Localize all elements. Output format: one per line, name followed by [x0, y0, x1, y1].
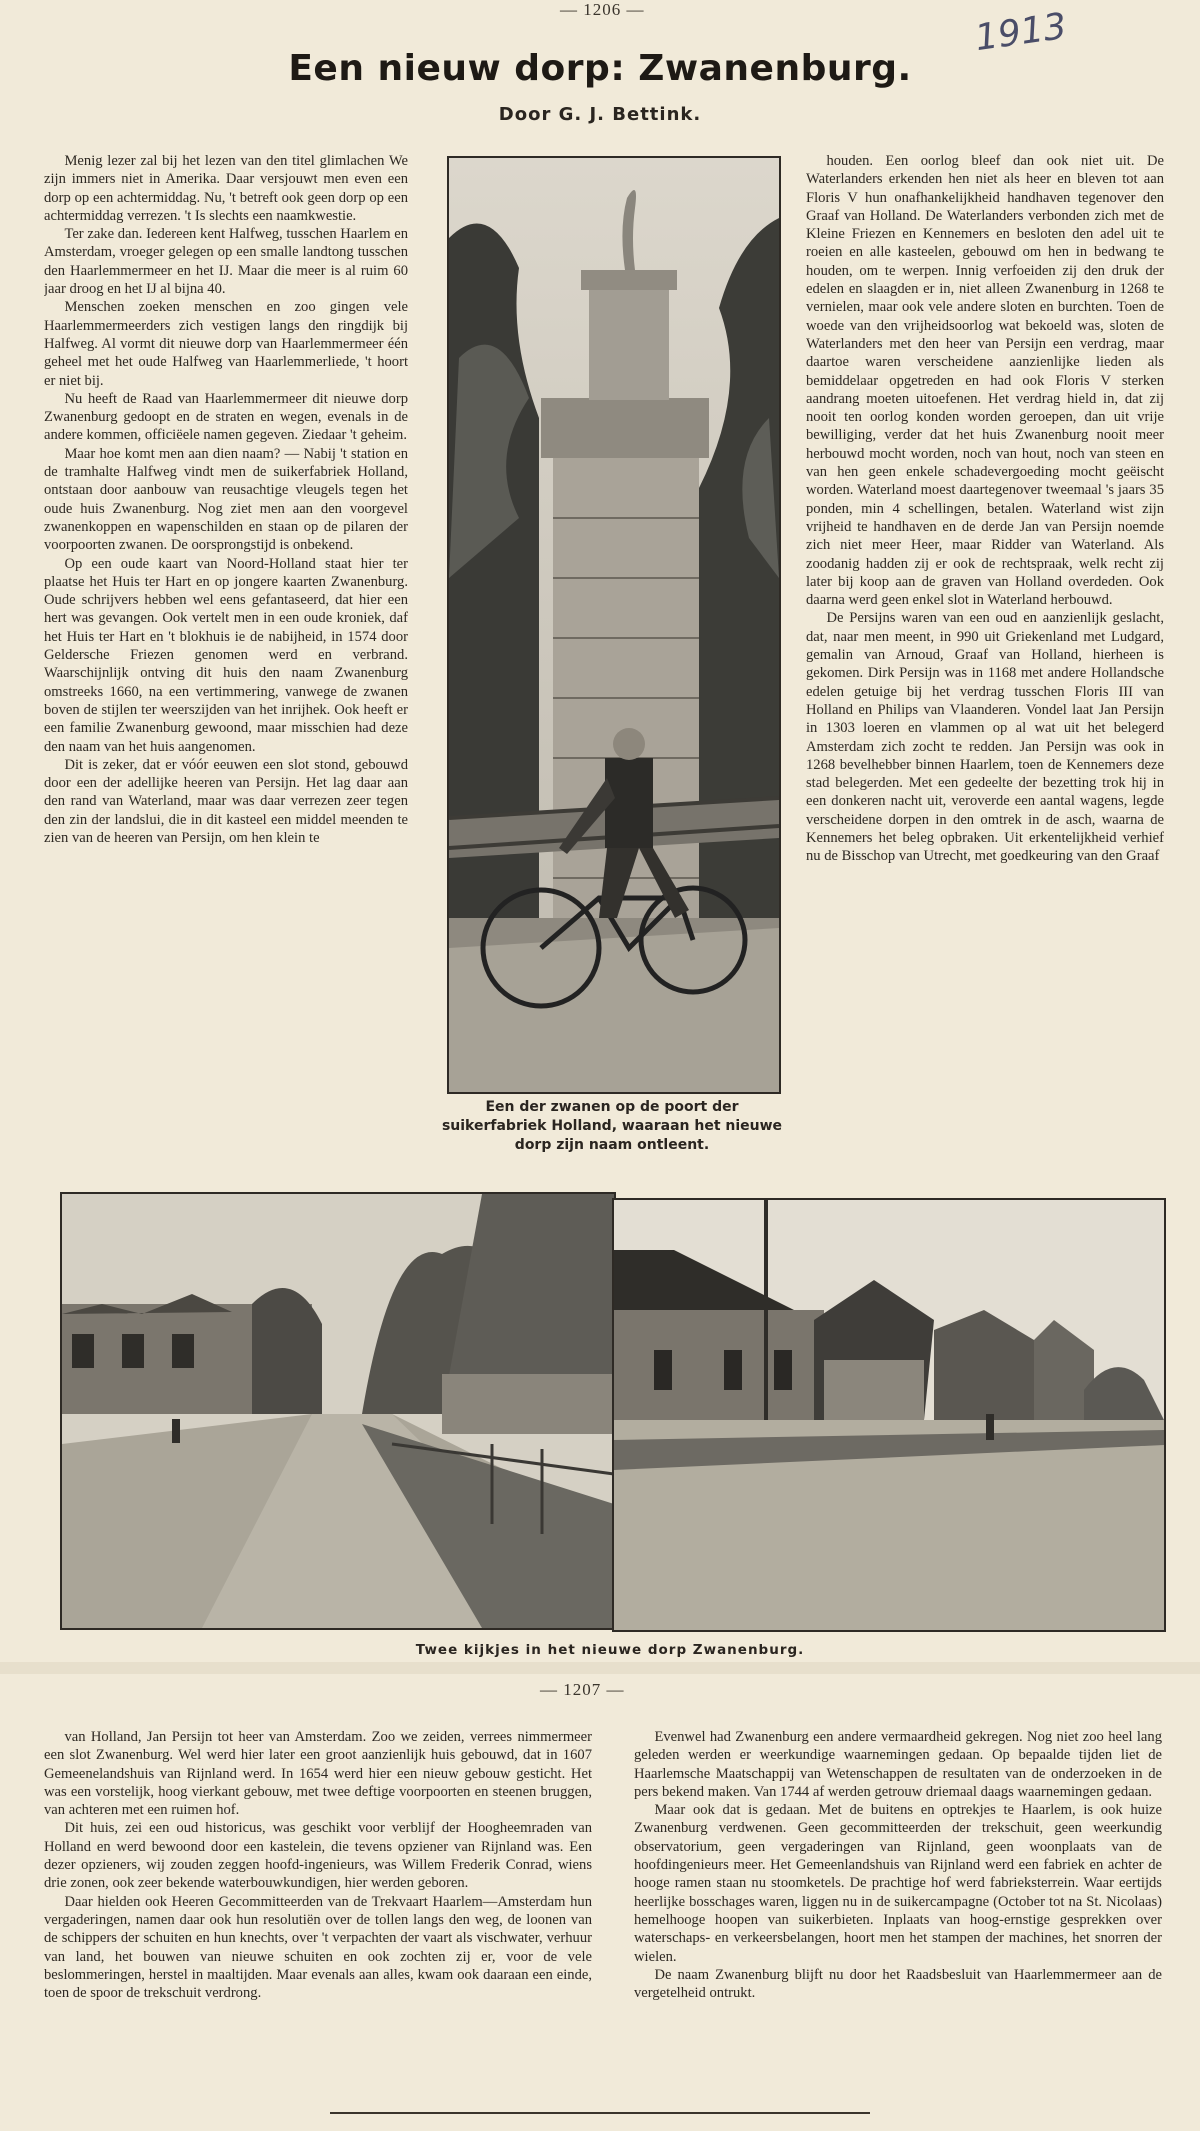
column-1-paragraph: Menig lezer zal bij het lezen van den titel glimlachen We zijn immers niet in Amerika. Daar versjouwt men even een dorp op een achtermiddag. Nu, 't betreft ook geen dorp op een achtermiddag verrezen. 't Is slechts een naamkwestie.: [44, 153, 408, 224]
bottom-left-paragraph: van Holland, Jan Persijn tot heer van Amsterdam. Zoo we zeiden, verrees nimmermeer een slot Zwanenburg. Wel werd hier later een groot aanzienlijk huis gebouwd, dat in 1607 Gemeenelandshuis van Rijnland werd. In 1654 werd hier een nieuw gebouw gesticht. Het was een vorstelijk, hoog vierkant gebouw, met twee deftige voorpoorten en steenen bruggen, van achteren met een ruimen hof.: [44, 1729, 592, 1819]
column-1-paragraph: Nu heeft de Raad van Haarlemmermeer dit nieuwe dorp Zwanenburg gedoopt en de straten en wegen, evenals in de andere kommen, officiëele namen gegeven. Ziedaar 't geheim.: [44, 390, 408, 444]
column-1: [44, 152, 408, 1152]
page-number-bottom: — 1207 —: [540, 1680, 625, 1699]
column-bottom-right: [634, 1728, 1162, 2092]
bottom-rule: [330, 2112, 870, 2114]
bottom-right-paragraph: Evenwel had Zwanenburg een andere vermaardheid gekregen. Nog niet zoo heel lang geleden werden er weerkundige waarnemingen gedaan. Op bepaalde tijden liet de Haarlemsche Maatschappij van Wetenschappen de resultaten van de onderzoeken in de pers bekend maken. Van 1744 af werden getrouw driemaal daags waarnemingen gedaan.: [634, 1729, 1162, 1800]
bottom-left-paragraph: Dit huis, zei een oud historicus, was geschikt voor verblijf der Hoogheemraden van Holland en werd bewoond door een kastelein, die tevens opziener van Rijnland was. Een dezer opzieners, wij zouden zeggen hoofd-ingenieurs, was Willem Frederik Conrad, wiens drie zonen, ook zeer bekende waterbouwkundigen, hier werden geboren.: [44, 1820, 592, 1892]
column-bottom-left: [44, 1728, 592, 2092]
swan-gate-illustration: [449, 158, 779, 1092]
bottom-right-paragraph: De naam Zwanenburg blijft nu door het Raadsbesluit van Haarlemmermeer aan de vergetelheid ontrukt.: [634, 1966, 1162, 2002]
photo-street-left: [60, 1192, 616, 1630]
handwritten-year: 1913: [972, 5, 1070, 60]
column-1-paragraph: Menschen zoeken menschen en zoo gingen vele Haarlemmermeerders zich vestigen langs den ringdijk bij Halfweg. Al vormt dit nieuwe dorp van Haarlemmermeer één geheel met het oude Halfweg van Haarlemmerliede, 't hoort er niet bij.: [44, 299, 408, 389]
page-break-band: [0, 1662, 1200, 1674]
column-1-paragraph: Ter zake dan. Iedereen kent Halfweg, tusschen Haarlem en Amsterdam, vroeger gelegen op een smalle landtong tusschen den Haarlemmermeer en het IJ. Maar die meer is al ruim 60 jaar droog en het IJ al bijna 40.: [44, 226, 408, 298]
column-3-paragraph: De Persijns waren van een oud en aanzienlijk geslacht, dat, naar men meent, in 990 uit Griekenland met Ludgard, gemalin van Arnoud, Graaf van Holland, hierheen is gekomen. Dirk Persijn was in 1168 met andere Hollandsche edelen getuige bij het verdrag tusschen Floris III van Holland en Philips van Vlaanderen. Vondel laat Jan Persijn in 1303 loeren en vlammen op al wat uit het belegerd Amsterdam zich zocht te redden. Jan Persijn was ook in 1268 bevelhebber binnen Haarlem, toen de Kennemers deze stad belegerden. Met een gedeelte der bezetting trok hij in een donkeren nacht uit, veroverde een aantal wagens, legde verscheidene dorpen in den omtrek in de asch, waarna de Kennemers het beleg opbraken. Uit erkentelijkheid verhief nu de Bisschop van Utrecht, met goedkeuring van den Graaf: [806, 610, 1164, 865]
figure2-caption: Twee kijkjes in het nieuwe dorp Zwanenburg.: [415, 1642, 805, 1658]
column-1-paragraph: Op een oude kaart van Noord-Holland staat hier ter plaatse het Huis ter Hart en op jongere kaarten Zwanenburg. Oude schrijvers hebben wel eens gefantaseerd, dat hier een hert was gevangen. Ook vertelt men in een oude kroniek, daf het Huis ter Hart en 't blokhuis ie de nabijheid, in 1574 door Geldersche Friezen genomen werd en verbrand. Waarschijnlijk ontving dit huis den naam Zwanenburg omstreeks 1660, na een vertimmering, vanwege de zwanen boven de stijlen ter weerszijden van het inrijhek. Ook heeft er een familie Zwanenburg gewoond, maar misschien had deze den naam van het huis aangenomen.: [44, 555, 408, 755]
street-left-illustration: [62, 1194, 614, 1628]
column-1-paragraph: Maar hoe komt men aan dien naam? — Nabij 't station en de tramhalte Halfweg vindt men de suikerfabriek Holland, ontstaan door aanbouw van reusachtige vleugels tegen het oude huis Zwanenburg. Nog ziet men aan den voorgevel zwanenkoppen en wapenschilden en staan op de pilaren der voorpoorten zwanen. De oorsprongstijd is onbekend.: [44, 445, 408, 554]
bottom-right-paragraph: Maar ook dat is gedaan. Met de buitens en optrekjes te Haarlem, is ook huize Zwanenburg verdwenen. Geen gecommitteerden der trekschuit, geen weerkundig observatorium, geen vergaderingen van Rijnland, geen woonplaats van de hoofdingenieurs meer. Het Gemeenlandshuis van Rijnland werd een fabriek en achter de hooge ramen staan nu stoomketels. De prachtige hof werd fabrieksterrein. Waar eertijds heerlijke bosschages waren, liggen nu in de suikercampagne (October tot na St. Nicolaas) hemelhooge hoopen van suikerbieten. Inplaats van hoog-ernstige gesprekken over waterschaps- en verkeersbelangen, hoort men het stampen der machines, het snorren der wielen.: [634, 1802, 1162, 1965]
bottom-left-paragraph: Daar hielden ook Heeren Gecommitteerden van de Trekvaart Haarlem—Amsterdam hun vergaderingen, namen daar ook hun resolutiën over de tollen langs den weg, de loonen van de schippers der schuiten en hun knechts, over 't verpachten der vaart als vischwater, verhuur van land, het bouwen van nieuwe schuiten en ook zochten zij er, voor de vele beslommeringen, herstel in maaltijden. Maar evenals aan alles, kwam ook daaraan een einde, toen de spoor de trekschuit verdrong.: [44, 1893, 592, 2002]
column-1-paragraph: Dit is zeker, dat er vóór eeuwen een slot stond, gebouwd door een der adellijke heeren van Persijn. Het lag daar aan den rand van Waterland, maar was daar verrezen zeer tegen den zin der landslui, die in dit kasteel een middel meenden te zien van de heeren van Persijn, om hen klein te: [44, 756, 408, 846]
photo-swan-gate: [447, 156, 781, 1094]
page-number-top: — 1206 —: [560, 0, 645, 19]
column-3-paragraph: houden. Een oorlog bleef dan ook niet uit. De Waterlanders erkenden hen niet als heer en bleven tot aan Floris V hun onafhankelijkheid handhaven tegenover den Graaf van Holland. De Waterlanders verbonden zich met de Kleine Friezen en Kennemers en besloten den adel uit te roeien en alle kasteelen, gebouwd om hen in bedwang te houden, om te werpen. Innig verfoeiden zij den druk der edelen en slaagden er in, niet alleen Zwanenburg in 1268 te vernielen, maar ook vele andere sloten en burchten. Toen de woede van den vrijheidsoorlog wat bekoeld was, sloten de Waterlanders met den heer van Persijn een verdrag, maar daartoe waren verscheidene aanzienlijke lieden als bemiddelaar opgetreden en had ook Floris V sterken aandrang moeten uitoefenen. Het verdrag hield in, dat zij nooit ten oorlog konden worden geroepen, dan uit vrije bewilliging, verder dat het huis Zwanenburg nooit meer herbouwd mocht worden, noch van hout, noch van steen en van hen geen enkele schadevergoeding mocht geëischt worden. Waterland moest daartegenover tweemaal 's jaars 35 ponden, min 4 schellingen, betalen. Waterland wist zijn vrijheid te handhaven en de derde Jan van Persijn noemde zich niet meer Heer, maar Ridder van Waterland. Als zoodanig hadden zij er ook de rechtspraak, welk recht zij later bij koop aan de graven van Holland overdeden. Ook daarna werd geen enkel slot in Waterland herbouwd.: [806, 153, 1164, 609]
figure1-caption: Een der zwanen op de poort der suikerfabriek Holland, waaraan het nieuwe dorp zijn naam ontleent.: [441, 1099, 783, 1153]
article-title: Een nieuw dorp: Zwanenburg.: [288, 48, 912, 89]
photo-street-right: [612, 1198, 1166, 1632]
article-author: Door G. J. Bettink.: [498, 104, 702, 125]
column-3: [806, 152, 1164, 1164]
street-right-illustration: [614, 1200, 1164, 1630]
